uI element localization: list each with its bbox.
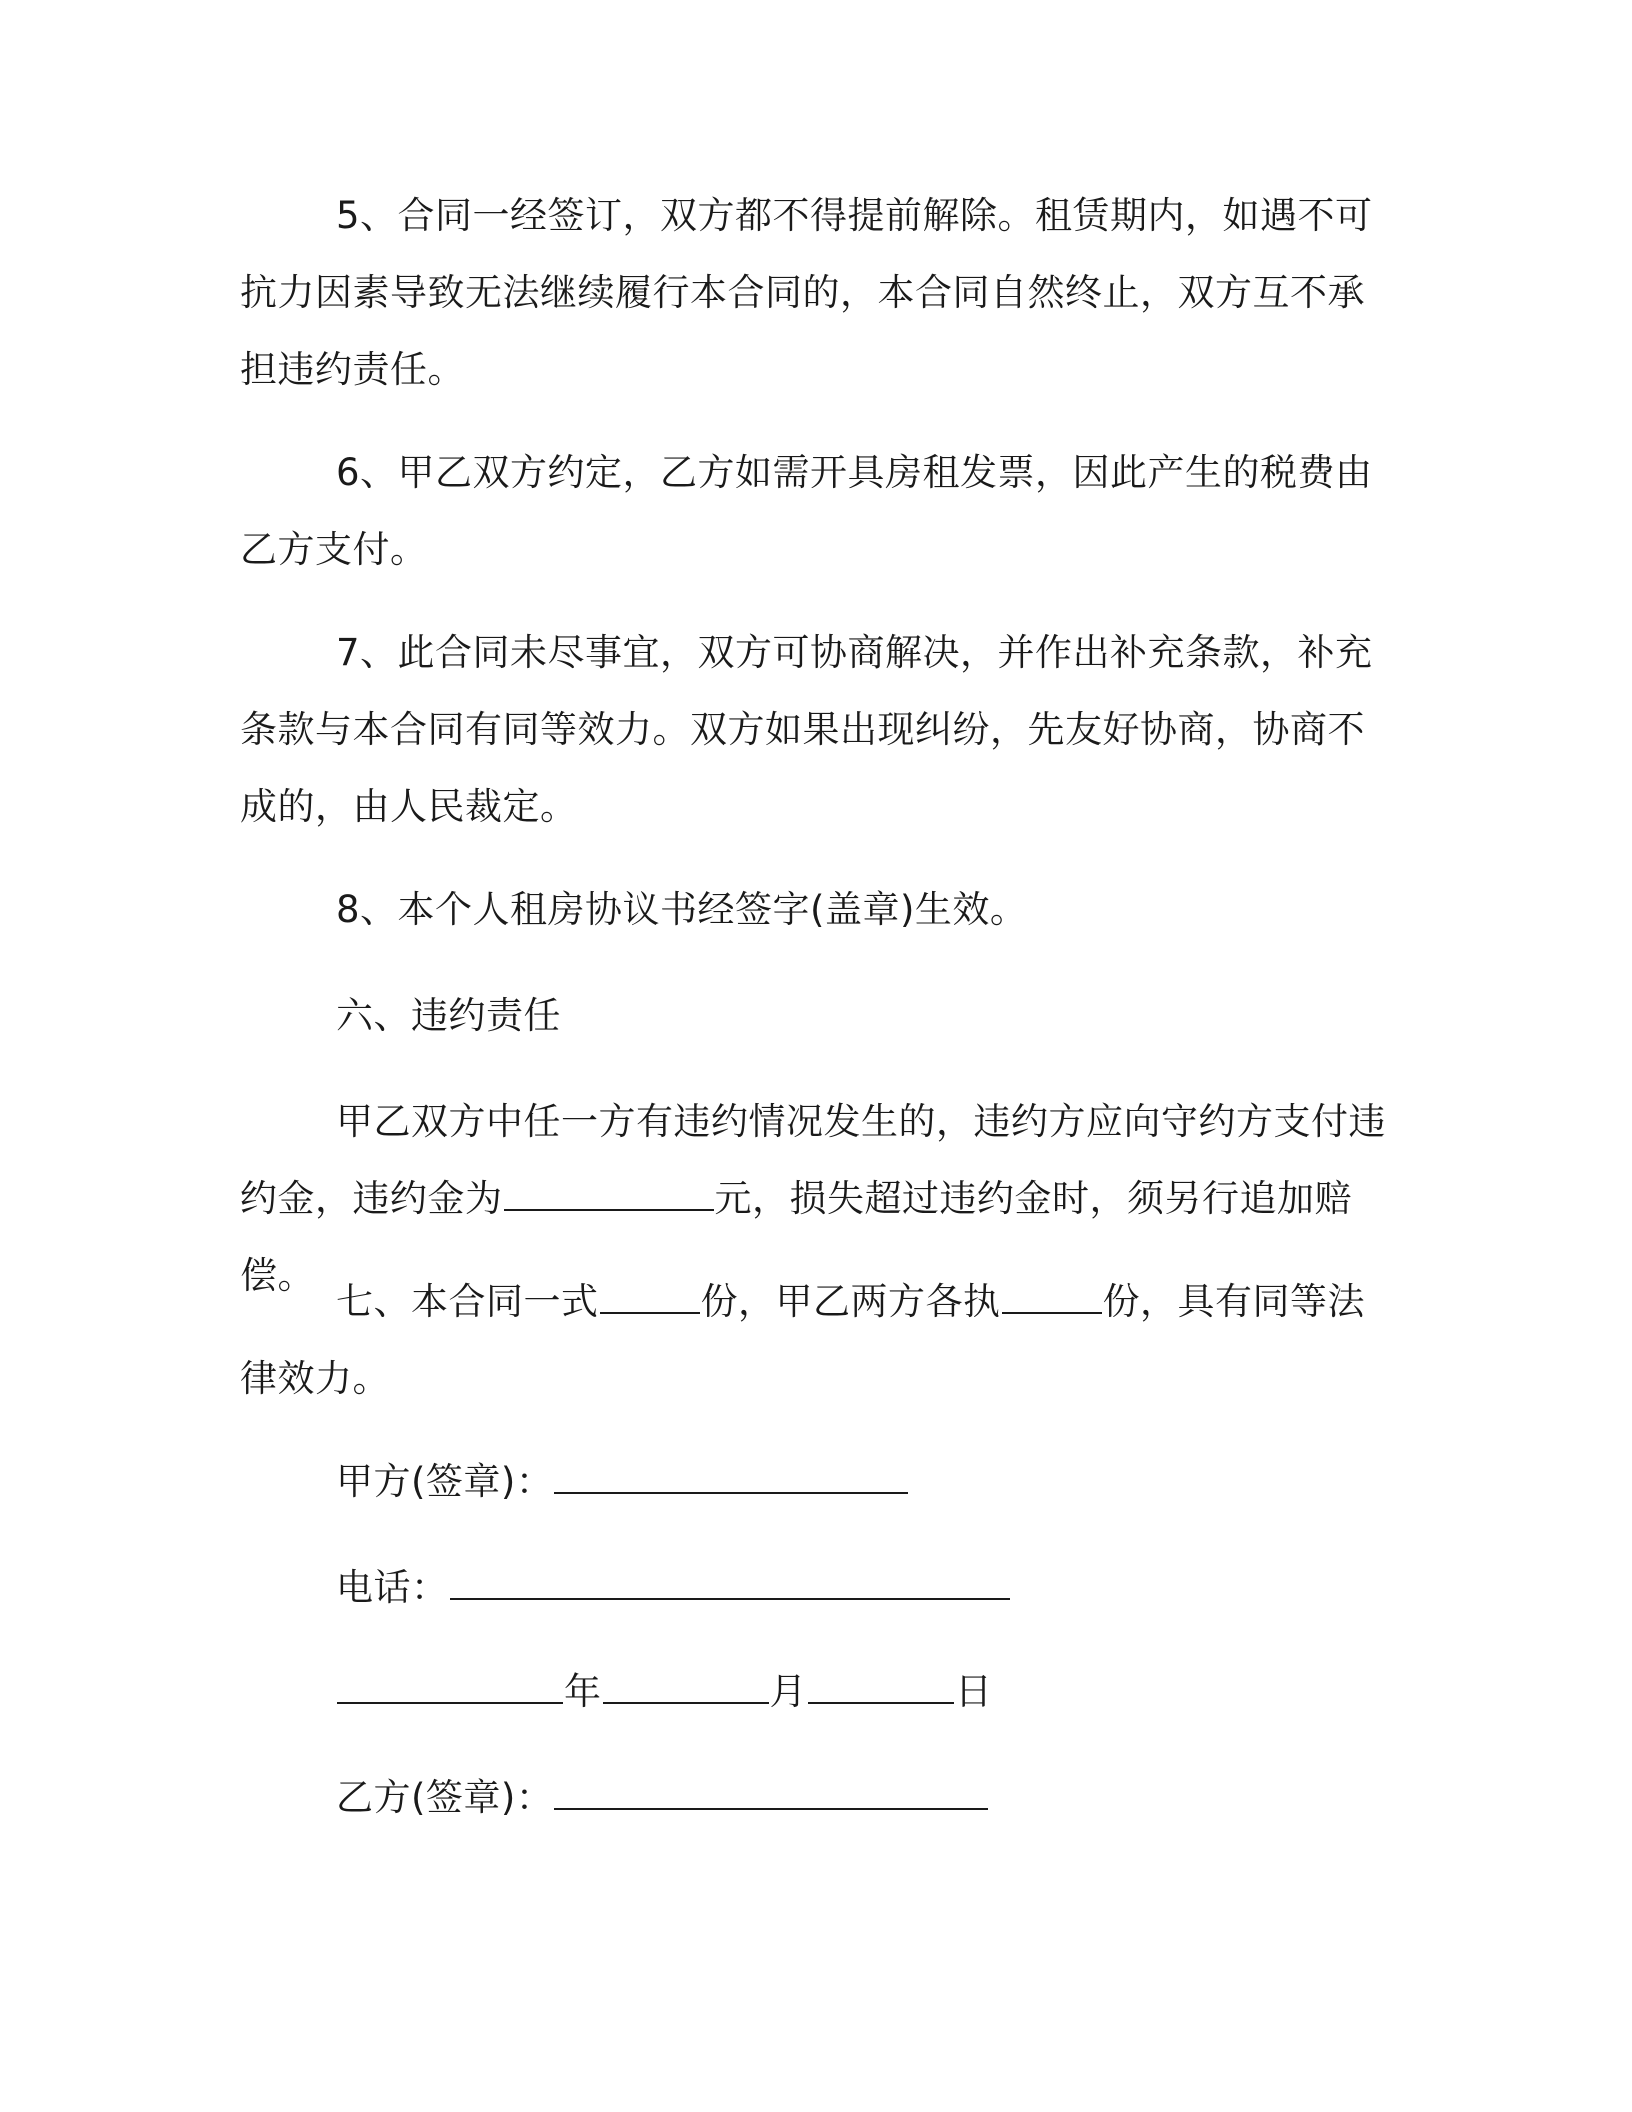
clause-8: 8、本个人租房协议书经签字(盖章)生效。 — [336, 888, 1028, 931]
penalty-amount-blank[interactable] — [504, 1175, 714, 1211]
party-a-label: 甲方(签章)： — [336, 1460, 554, 1503]
day-blank[interactable] — [808, 1668, 954, 1704]
section-heading-breach: 六、违约责任 — [336, 994, 561, 1037]
phone-line — [336, 1549, 1011, 1626]
year-blank[interactable] — [337, 1668, 563, 1704]
breach-text-before: 甲乙双方中任一方有违约情况发生的，违约方应向守约方支付违约金，违约金为 — [240, 1100, 1386, 1220]
clause-6: 6、甲乙双方约定，乙方如需开具房租发票，因此产生的税费由乙方支付。 — [240, 451, 1373, 571]
month-blank[interactable] — [603, 1668, 769, 1704]
party-b-label: 乙方(签章)： — [336, 1776, 554, 1819]
copies-paragraph — [240, 1263, 1400, 1417]
day-label: 日 — [955, 1670, 993, 1713]
total-copies-blank[interactable] — [600, 1278, 700, 1314]
party-a-signature-blank[interactable] — [554, 1458, 908, 1494]
breach-text-after: 元，损失超过违约金时，须另行追加赔偿。 — [240, 1177, 1352, 1297]
clause-7: 7、此合同未尽事宜，双方可协商解决，并作出补充条款，补充条款与本合同有同等效力。双方如果出现纠纷，先友好协商，协商不成的，由人民裁定。 — [240, 631, 1373, 828]
copies-text-3: 份，具有同等法律效力。 — [240, 1280, 1365, 1400]
copies-text-2: 份，甲乙两方各执 — [700, 1280, 1001, 1323]
date-line — [336, 1653, 993, 1730]
clause-5: 5、合同一经签订，双方都不得提前解除。租赁期内，如遇不可抗力因素导致无法继续履行本合同的，本合同自然终止，双方互不承担违约责任。 — [240, 194, 1373, 391]
party-b-signature-line — [336, 1759, 989, 1836]
phone-blank[interactable] — [450, 1564, 1010, 1600]
copies-text-1: 七、本合同一式 — [336, 1280, 599, 1323]
party-a-signature-line — [336, 1443, 909, 1520]
each-copies-blank[interactable] — [1002, 1278, 1102, 1314]
year-label: 年 — [564, 1670, 602, 1713]
month-label: 月 — [769, 1670, 807, 1713]
phone-label: 电话： — [336, 1566, 449, 1609]
party-b-signature-blank[interactable] — [554, 1774, 988, 1810]
